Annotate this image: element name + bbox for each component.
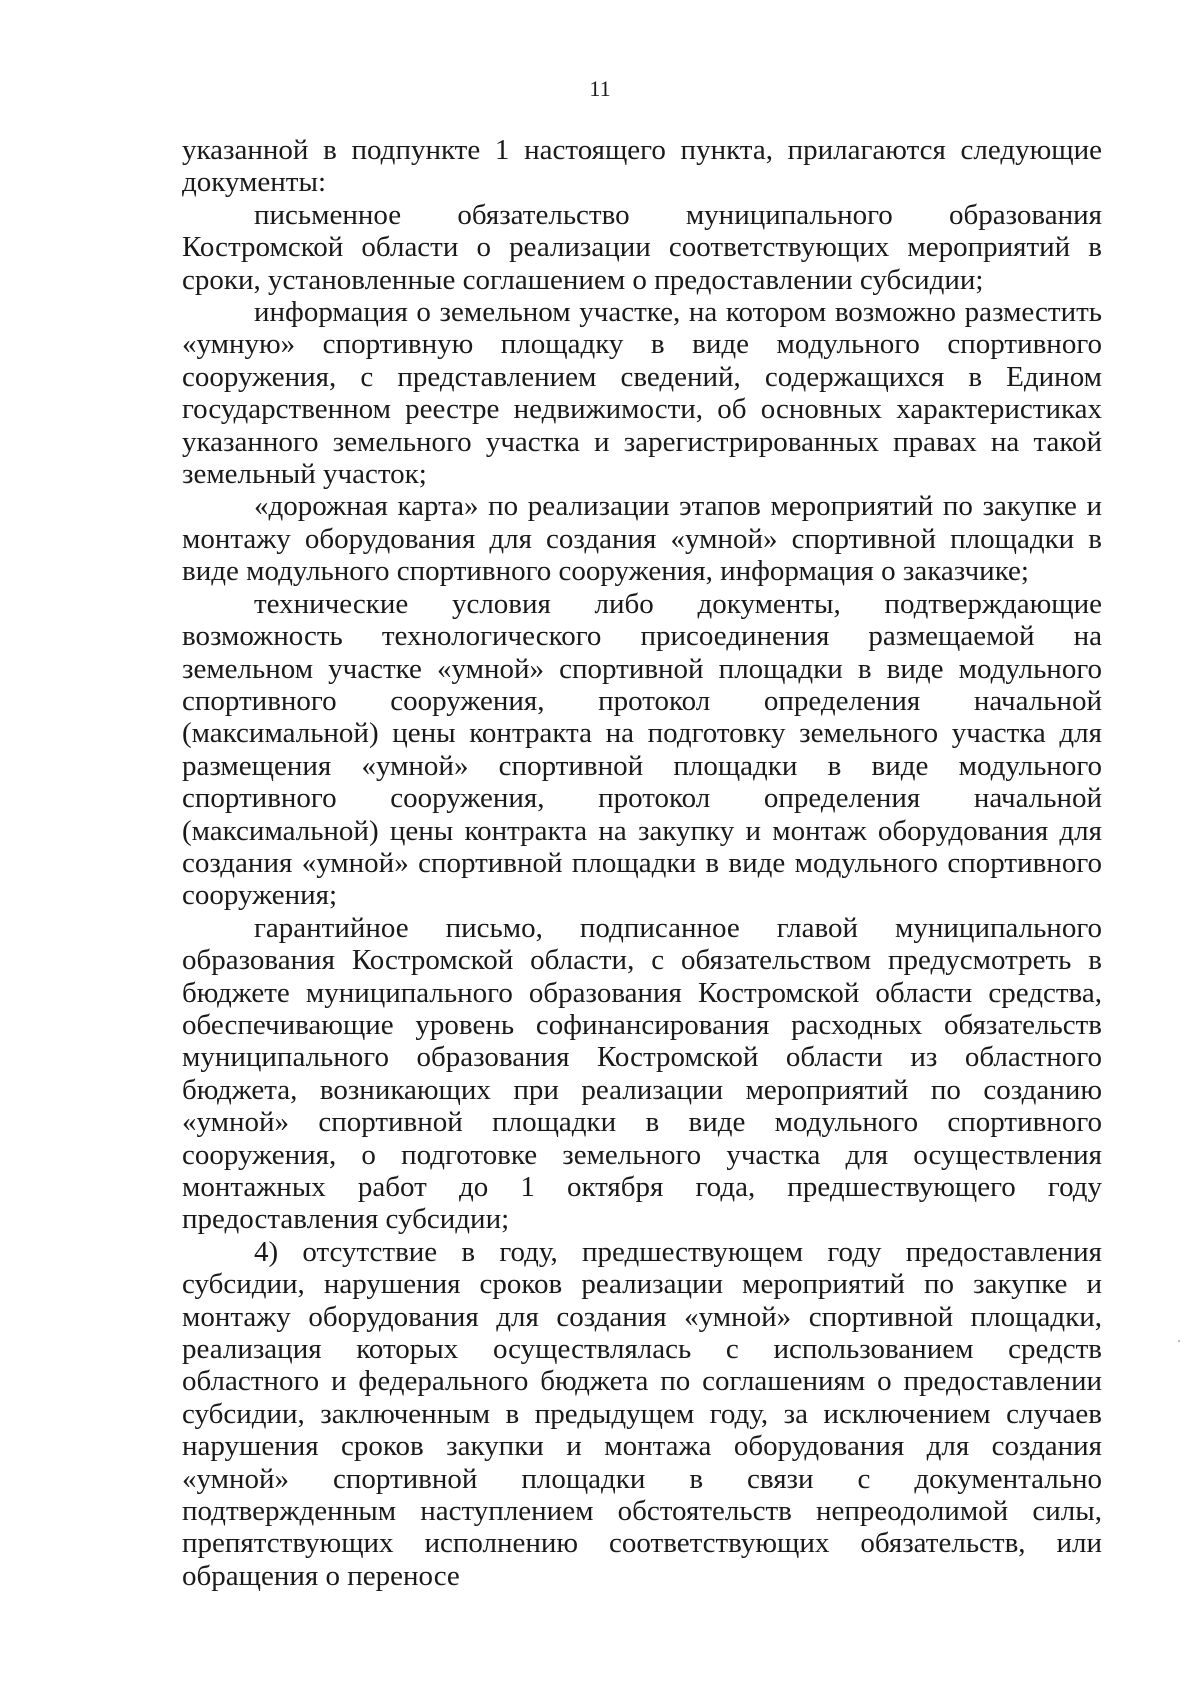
document-body (182, 134, 1102, 1592)
page-number: 11 (589, 76, 611, 101)
paragraph-written-obligation: письменное обязательство муниципального образования Костромской области о реализации соответствующих мероприятий в сроки, установленные соглашением о предоставлении субсидии; (182, 198, 1102, 296)
paragraph-technical-conditions: технические условия либо документы, подтверждающие возможность технологического присоединения размещаемой на земельном участке «умной» спортивной площадки в виде модульного спортивного сооружения, протокол определения начальной (максимальной) цены контракта на подготовку земельного участка для размещения «умной» спортивной площадки в виде модульного спортивного сооружения, протокол определения начальной (максимальной) цены контракта на закупку и монтаж оборудования для создания «умной» спортивной площадки в виде модульного спортивного сооружения; (182, 587, 1102, 912)
paragraph-item-4: 4) отсутствие в году, предшествующем году предоставления субсидии, нарушения сроков реализации мероприятий по закупке и монтажу оборудования для создания «умной» спортивной площадки, реализация которых осуществлялась с использованием средств областного и федерального бюджета по соглашениям о предоставлении субсидии, заключенным в предыдущем году, за исключением случаев нарушения сроков закупки и монтажа оборудования для создания «умной» спортивной площадки в связи с документально подтвержденным наступлением обстоятельств непреодолимой силы, препятствующих исполнению соответствующих обязательств, или обращения о переносе (182, 1235, 1102, 1592)
paragraph-guarantee-letter: гарантийное письмо, подписанное главой муниципального образования Костромской области, с обязательством предусмотреть в бюджете муниципального образования Костромской области средства, обеспечивающие уровень софинансирования расходных обязательств муниципального образования Костромской области из областного бюджета, возникающих при реализации мероприятий по созданию «умной» спортивной площадки в виде модульного спортивного сооружения, о подготовке земельного участка для осуществления монтажных работ до 1 октября года, предшествующего году предоставления субсидии; (182, 911, 1102, 1236)
paragraph-road-map: «дорожная карта» по реализации этапов мероприятий по закупке и монтажу оборудования для создания «умной» спортивной площадки в виде модульного спортивного сооружения, информация о заказчике; (182, 490, 1102, 588)
paragraph-documents-intro: указанной в подпункте 1 настоящего пункта, прилагаются следующие документы: (182, 134, 1102, 199)
paragraph-land-plot-info: информация о земельном участке, на котором возможно разместить «умную» спортивную площадку в виде модульного спортивного сооружения, с представлением сведений, содержащихся в Едином государственном реестре недвижимости, об основных характеристиках указанного земельного участка и зарегистрированных правах на такой земельный участок; (182, 296, 1102, 491)
scan-artifact (1178, 1340, 1180, 1342)
